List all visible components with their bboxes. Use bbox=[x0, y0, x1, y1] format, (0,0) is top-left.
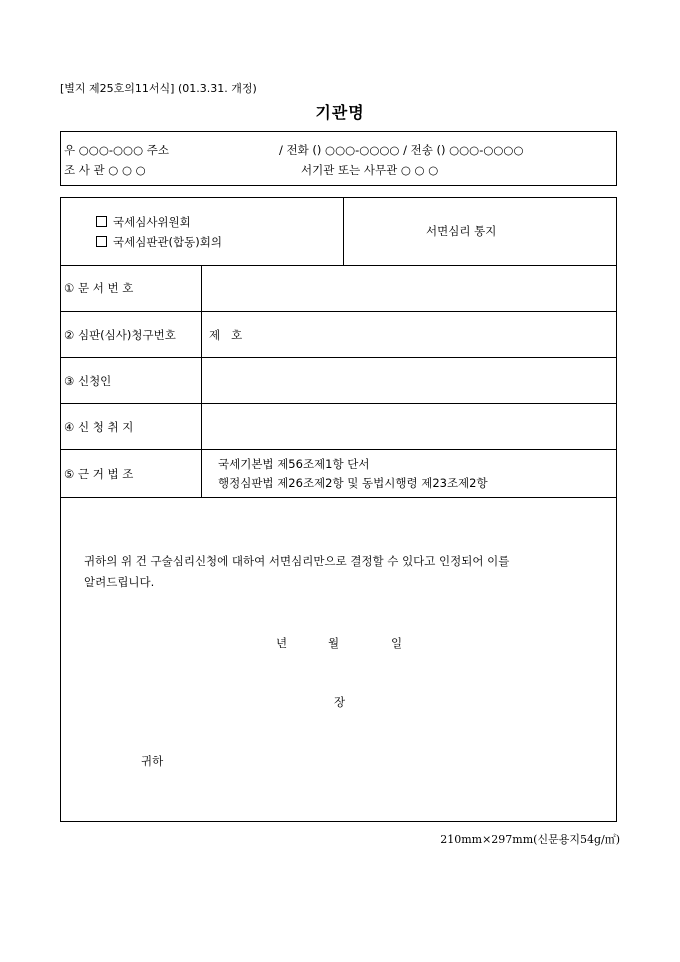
field-label: ④ 신 청 취 지 bbox=[64, 420, 134, 434]
field-row-applicant bbox=[61, 357, 616, 404]
issuer-title: 장 bbox=[334, 695, 346, 709]
notice-paragraph-line: 귀하의 위 건 구술심리신청에 대하여 서면심리만으로 결정할 수 있다고 인정되어 이를 bbox=[84, 554, 510, 568]
postal-address: 우 ○○○-○○○ 주소 bbox=[64, 143, 169, 157]
legal-basis-line: 국세기본법 제56조제1항 단서 bbox=[218, 457, 370, 471]
notice-header-row bbox=[61, 198, 616, 266]
checkbox-icon[interactable] bbox=[96, 236, 107, 247]
form-reference: [별지 제25호의11서식] (01.3.31. 개정) bbox=[60, 82, 257, 95]
notice-title: 서면심리 통지 bbox=[426, 224, 497, 238]
field-value: 제 호 bbox=[209, 328, 243, 342]
field-label: ⑤ 근 거 법 조 bbox=[64, 467, 134, 481]
investigator: 조 사 관 ○ ○ ○ bbox=[64, 163, 146, 177]
date-day: 일 bbox=[391, 636, 403, 650]
contact-box bbox=[60, 131, 617, 186]
checkbox-icon[interactable] bbox=[96, 216, 107, 227]
field-row-claim-number bbox=[61, 311, 616, 358]
phone-fax: / 전화 () ○○○-○○○○ / 전송 () ○○○-○○○○ bbox=[279, 143, 524, 157]
field-row-legal-basis bbox=[61, 449, 616, 498]
paper-specification: 210mm×297mm(신문용지54g/㎡) bbox=[440, 833, 620, 846]
legal-basis-line: 행정심판법 제26조제2항 및 동법시행령 제23조제2항 bbox=[218, 476, 488, 490]
field-row-request-purpose bbox=[61, 403, 616, 450]
field-label: ② 심판(심사)청구번호 bbox=[64, 328, 176, 342]
committee-option: 국세심사위원회 bbox=[96, 214, 191, 230]
secretary: 서기관 또는 사무관 ○ ○ ○ bbox=[301, 163, 439, 177]
notice-form bbox=[60, 197, 617, 822]
field-row-document-number bbox=[61, 265, 616, 312]
recipient: 귀하 bbox=[141, 754, 164, 768]
organization-title: 기관명 bbox=[315, 103, 365, 122]
meeting-option: 국세심판관(합동)회의 bbox=[96, 234, 222, 250]
date-year: 년 bbox=[276, 636, 288, 650]
date-month: 월 bbox=[328, 636, 340, 650]
field-label: ① 문 서 번 호 bbox=[64, 281, 134, 295]
field-label: ③ 신청인 bbox=[64, 374, 112, 388]
notice-paragraph-line: 알려드립니다. bbox=[84, 575, 155, 589]
